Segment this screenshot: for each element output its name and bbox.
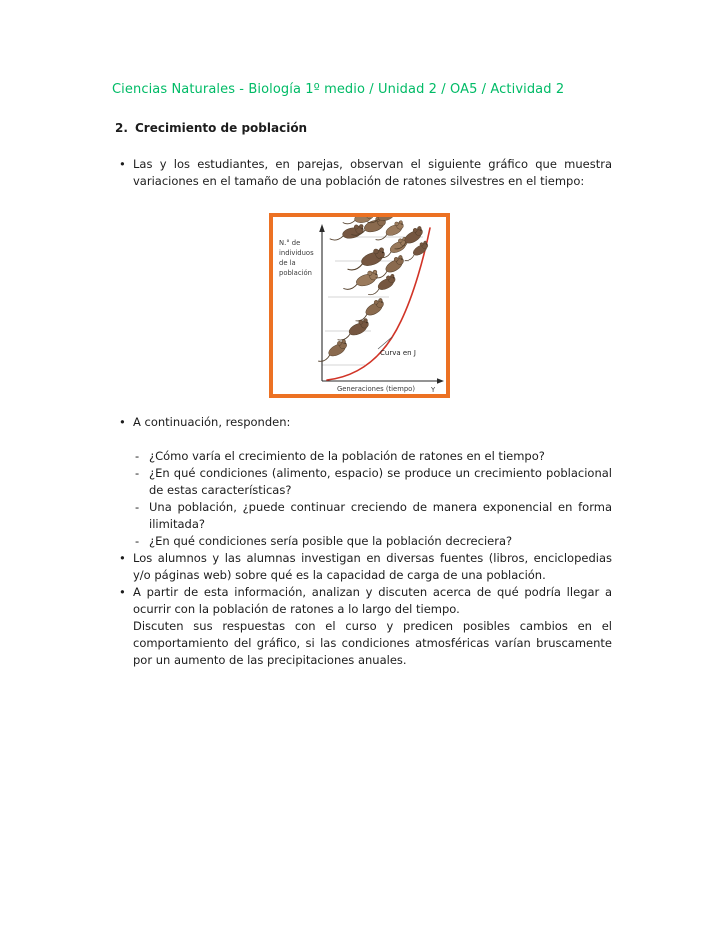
respond-intro-text: A continuación, responden: — [133, 415, 291, 429]
x-axis-label: Generaciones (tiempo) — [336, 385, 416, 393]
question-item — [112, 499, 612, 533]
dash-marker: - — [135, 534, 140, 548]
question-text: ¿Cómo varía el crecimiento de la población de ratones en el tiempo? — [149, 449, 545, 463]
section-heading — [112, 121, 612, 136]
j-curve-chart — [273, 217, 446, 394]
y-axis-arrow-icon — [319, 224, 325, 232]
bullet-marker: • — [119, 415, 126, 429]
question-text: Una población, ¿puede continuar creciendo de manera exponencial en forma ilimitada? — [149, 500, 612, 531]
bullet-marker: • — [119, 551, 126, 565]
bullet-intro — [112, 156, 612, 190]
y-axis-label-line: de la — [279, 259, 296, 267]
mouse-icon — [352, 297, 387, 324]
question-item — [112, 533, 612, 550]
y-axis-label-line: población — [279, 269, 312, 277]
bullet-respond — [112, 414, 612, 431]
document-header: Ciencias Naturales - Biología 1º medio / Unidad 2 / OA5 / Actividad 2 — [112, 82, 565, 97]
bullet-marker: • — [119, 157, 126, 171]
mouse-icon — [334, 317, 371, 343]
y-axis-label-line: N.° de — [279, 239, 301, 247]
section-title: Crecimiento de población — [135, 121, 308, 135]
curve-label: Curva en J — [380, 349, 416, 357]
questions-list — [112, 448, 612, 550]
mouse-icon — [344, 246, 387, 273]
x-axis-arrow-icon — [437, 378, 444, 384]
question-text: ¿En qué condiciones sería posible que la población decreciera? — [149, 534, 513, 548]
bullet-marker: • — [119, 585, 126, 599]
section-number: 2. — [115, 121, 128, 135]
analysis-part1: A partir de esta información, analizan y discuten acerca de qué podría llegar a ocurrir con la población de ratones a lo largo del tiempo. — [133, 585, 612, 616]
mouse-icon — [328, 223, 365, 242]
question-text: ¿En qué condiciones (alimento, espacio) se produce un crecimiento poblacional de estas características? — [149, 466, 612, 497]
analysis-part2: Discuten sus respuestas con el curso y predicen posibles cambios en el comportamiento del gráfico, si las condiciones atmosféricas varían bruscamente por un aumento de las precipitaciones anuales. — [133, 619, 612, 667]
x-axis-corner-label: Y — [431, 386, 436, 394]
mouse-icon — [341, 269, 380, 293]
population-growth-figure — [269, 213, 450, 398]
question-item — [112, 465, 612, 499]
analysis-text — [133, 584, 612, 669]
research-text: Los alumnos y las alumnas investigan en diversas fuentes (libros, enciclopedias y/o páginas web) sobre qué es la capacidad de carga de una población. — [133, 551, 612, 582]
intro-text: Las y los estudiantes, en parejas, observan el siguiente gráfico que muestra variaciones en el tamaño de una población de ratones silvestres en el tiempo: — [133, 157, 612, 188]
mouse-icon — [315, 339, 350, 365]
bullet-analysis — [112, 584, 612, 669]
dash-marker: - — [135, 500, 140, 514]
y-axis-label-line: individuos — [279, 249, 314, 257]
question-item — [112, 448, 612, 465]
bullet-research — [112, 550, 612, 584]
dash-marker: - — [135, 466, 140, 480]
dash-marker: - — [135, 449, 140, 463]
